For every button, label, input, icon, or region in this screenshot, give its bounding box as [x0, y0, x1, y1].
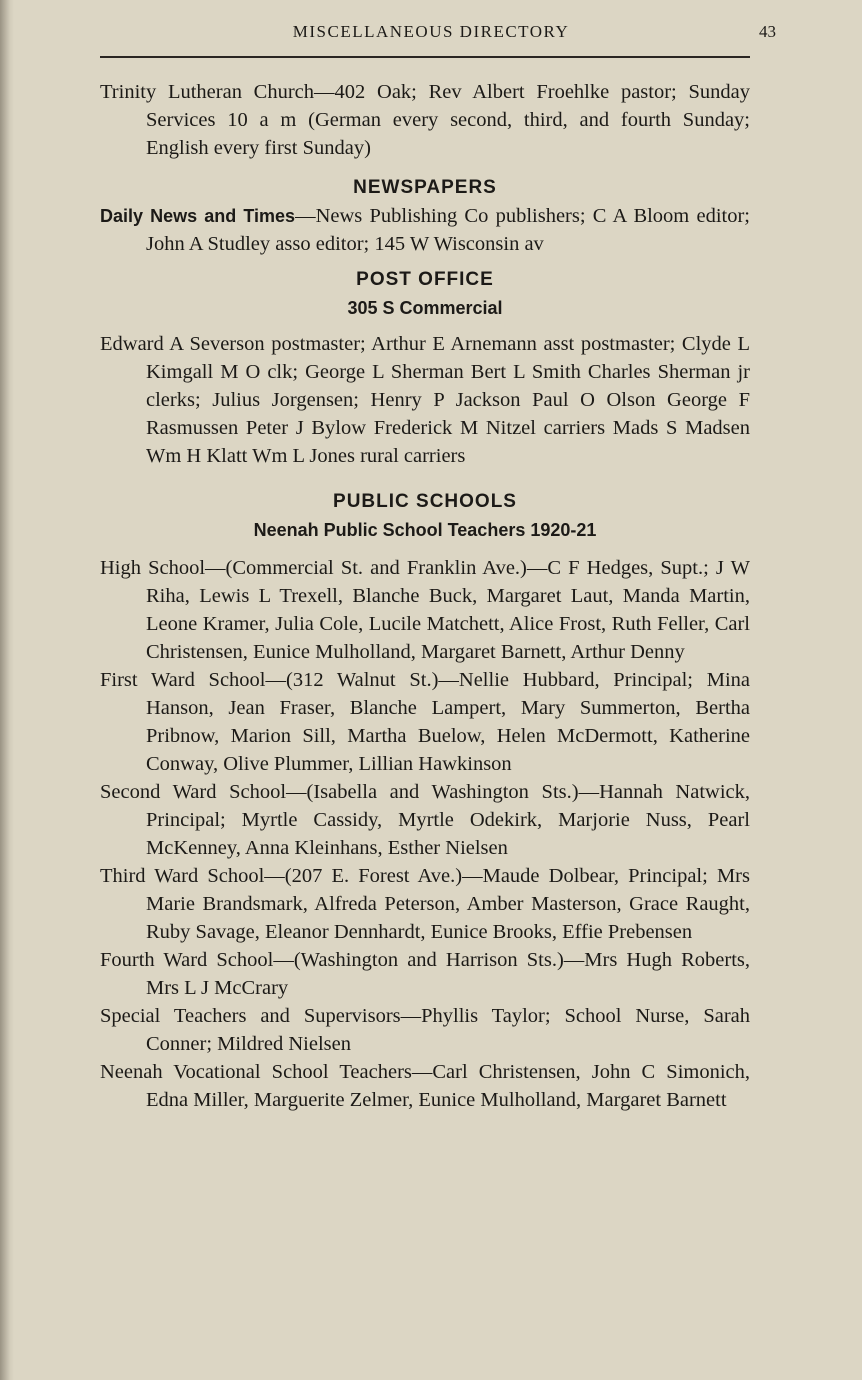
post-office-staff: Edward A Severson postmaster; Arthur E Arnemann asst postmaster; Clyde L Kimgall M O clk; George L Sherman Bert L Smith Charles Sherman jr clerks; Julius Jorgensen; Henry P Jackson Paul O Olson George F Rasmussen Peter J Bylow Frederick M Nitzel carriers Mads S Madsen Wm H Klatt Wm L Jones rural carriers — [100, 333, 750, 467]
post-office-heading: POST OFFICE — [356, 269, 494, 290]
school-entry: Third Ward School—(207 E. Forest Ave.)—Maude Dolbear, Principal; Mrs Marie Brandsmark, Alfreda Peterson, Amber Masterson, Grace Raught, Ruby Savage, Eleanor Dennhardt, Eunice Brooks, Effie Prebensen — [100, 865, 750, 943]
school-entry: Special Teachers and Supervisors—Phyllis Taylor; School Nurse, Sarah Conner; Mildred Nielsen — [100, 1005, 750, 1055]
school-entry: Second Ward School—(Isabella and Washington Sts.)—Hannah Natwick, Principal; Myrtle Cassidy, Myrtle Odekirk, Marjorie Nuss, Pearl McKenney, Anna Kleinhans, Esther Nielsen — [100, 781, 750, 859]
page-edge-shadow — [0, 0, 14, 1380]
newspaper-name: Daily News and Times — [100, 206, 296, 226]
public-schools-subheading: Neenah Public School Teachers 1920-21 — [253, 520, 597, 540]
church-entry: Trinity Lutheran Church—402 Oak; Rev Albert Froehlke pastor; Sunday Services 10 a m (German every second, third, and fourth Sunday; English every first Sunday) — [100, 81, 750, 159]
page-header — [100, 22, 776, 46]
school-entry: Neenah Vocational School Teachers—Carl Christensen, John C Simonich, Edna Miller, Marguerite Zelmer, Eunice Mulholland, Margaret Barnett — [100, 1061, 750, 1111]
header-rule — [100, 56, 750, 58]
newspaper-entry — [100, 202, 750, 258]
page-number: 43 — [759, 22, 776, 41]
running-title: MISCELLANEOUS DIRECTORY — [292, 22, 570, 41]
post-office-address: 305 S Commercial — [347, 298, 503, 318]
school-entry: First Ward School—(312 Walnut St.)—Nellie Hubbard, Principal; Mina Hanson, Jean Fraser, Blanche Lampert, Mary Summerton, Bertha Pribnow, Marion Sill, Martha Buelow, Helen McDermott, Katherine Conway, Olive Plummer, Lillian Hawkinson — [100, 669, 750, 775]
public-schools-heading: PUBLIC SCHOOLS — [333, 491, 517, 512]
school-entry: Fourth Ward School—(Washington and Harrison Sts.)—Mrs Hugh Roberts, Mrs L J McCrary — [100, 949, 750, 999]
school-entry: High School—(Commercial St. and Franklin Ave.)—C F Hedges, Supt.; J W Riha, Lewis L Trexell, Blanche Buck, Margaret Laut, Manda Martin, Leone Kramer, Julia Cole, Lucile Matchett, Alice Frost, Ruth Feller, Carl Christensen, Eunice Mulholland, Margaret Barnett, Arthur Denny — [100, 557, 750, 663]
newspaper-details: —News Publishing Co publishers; C A Bloom editor; John A Studley asso editor; 145 W Wisconsin av — [146, 205, 750, 255]
newspapers-heading: NEWSPAPERS — [353, 177, 497, 198]
directory-content — [100, 78, 750, 1114]
